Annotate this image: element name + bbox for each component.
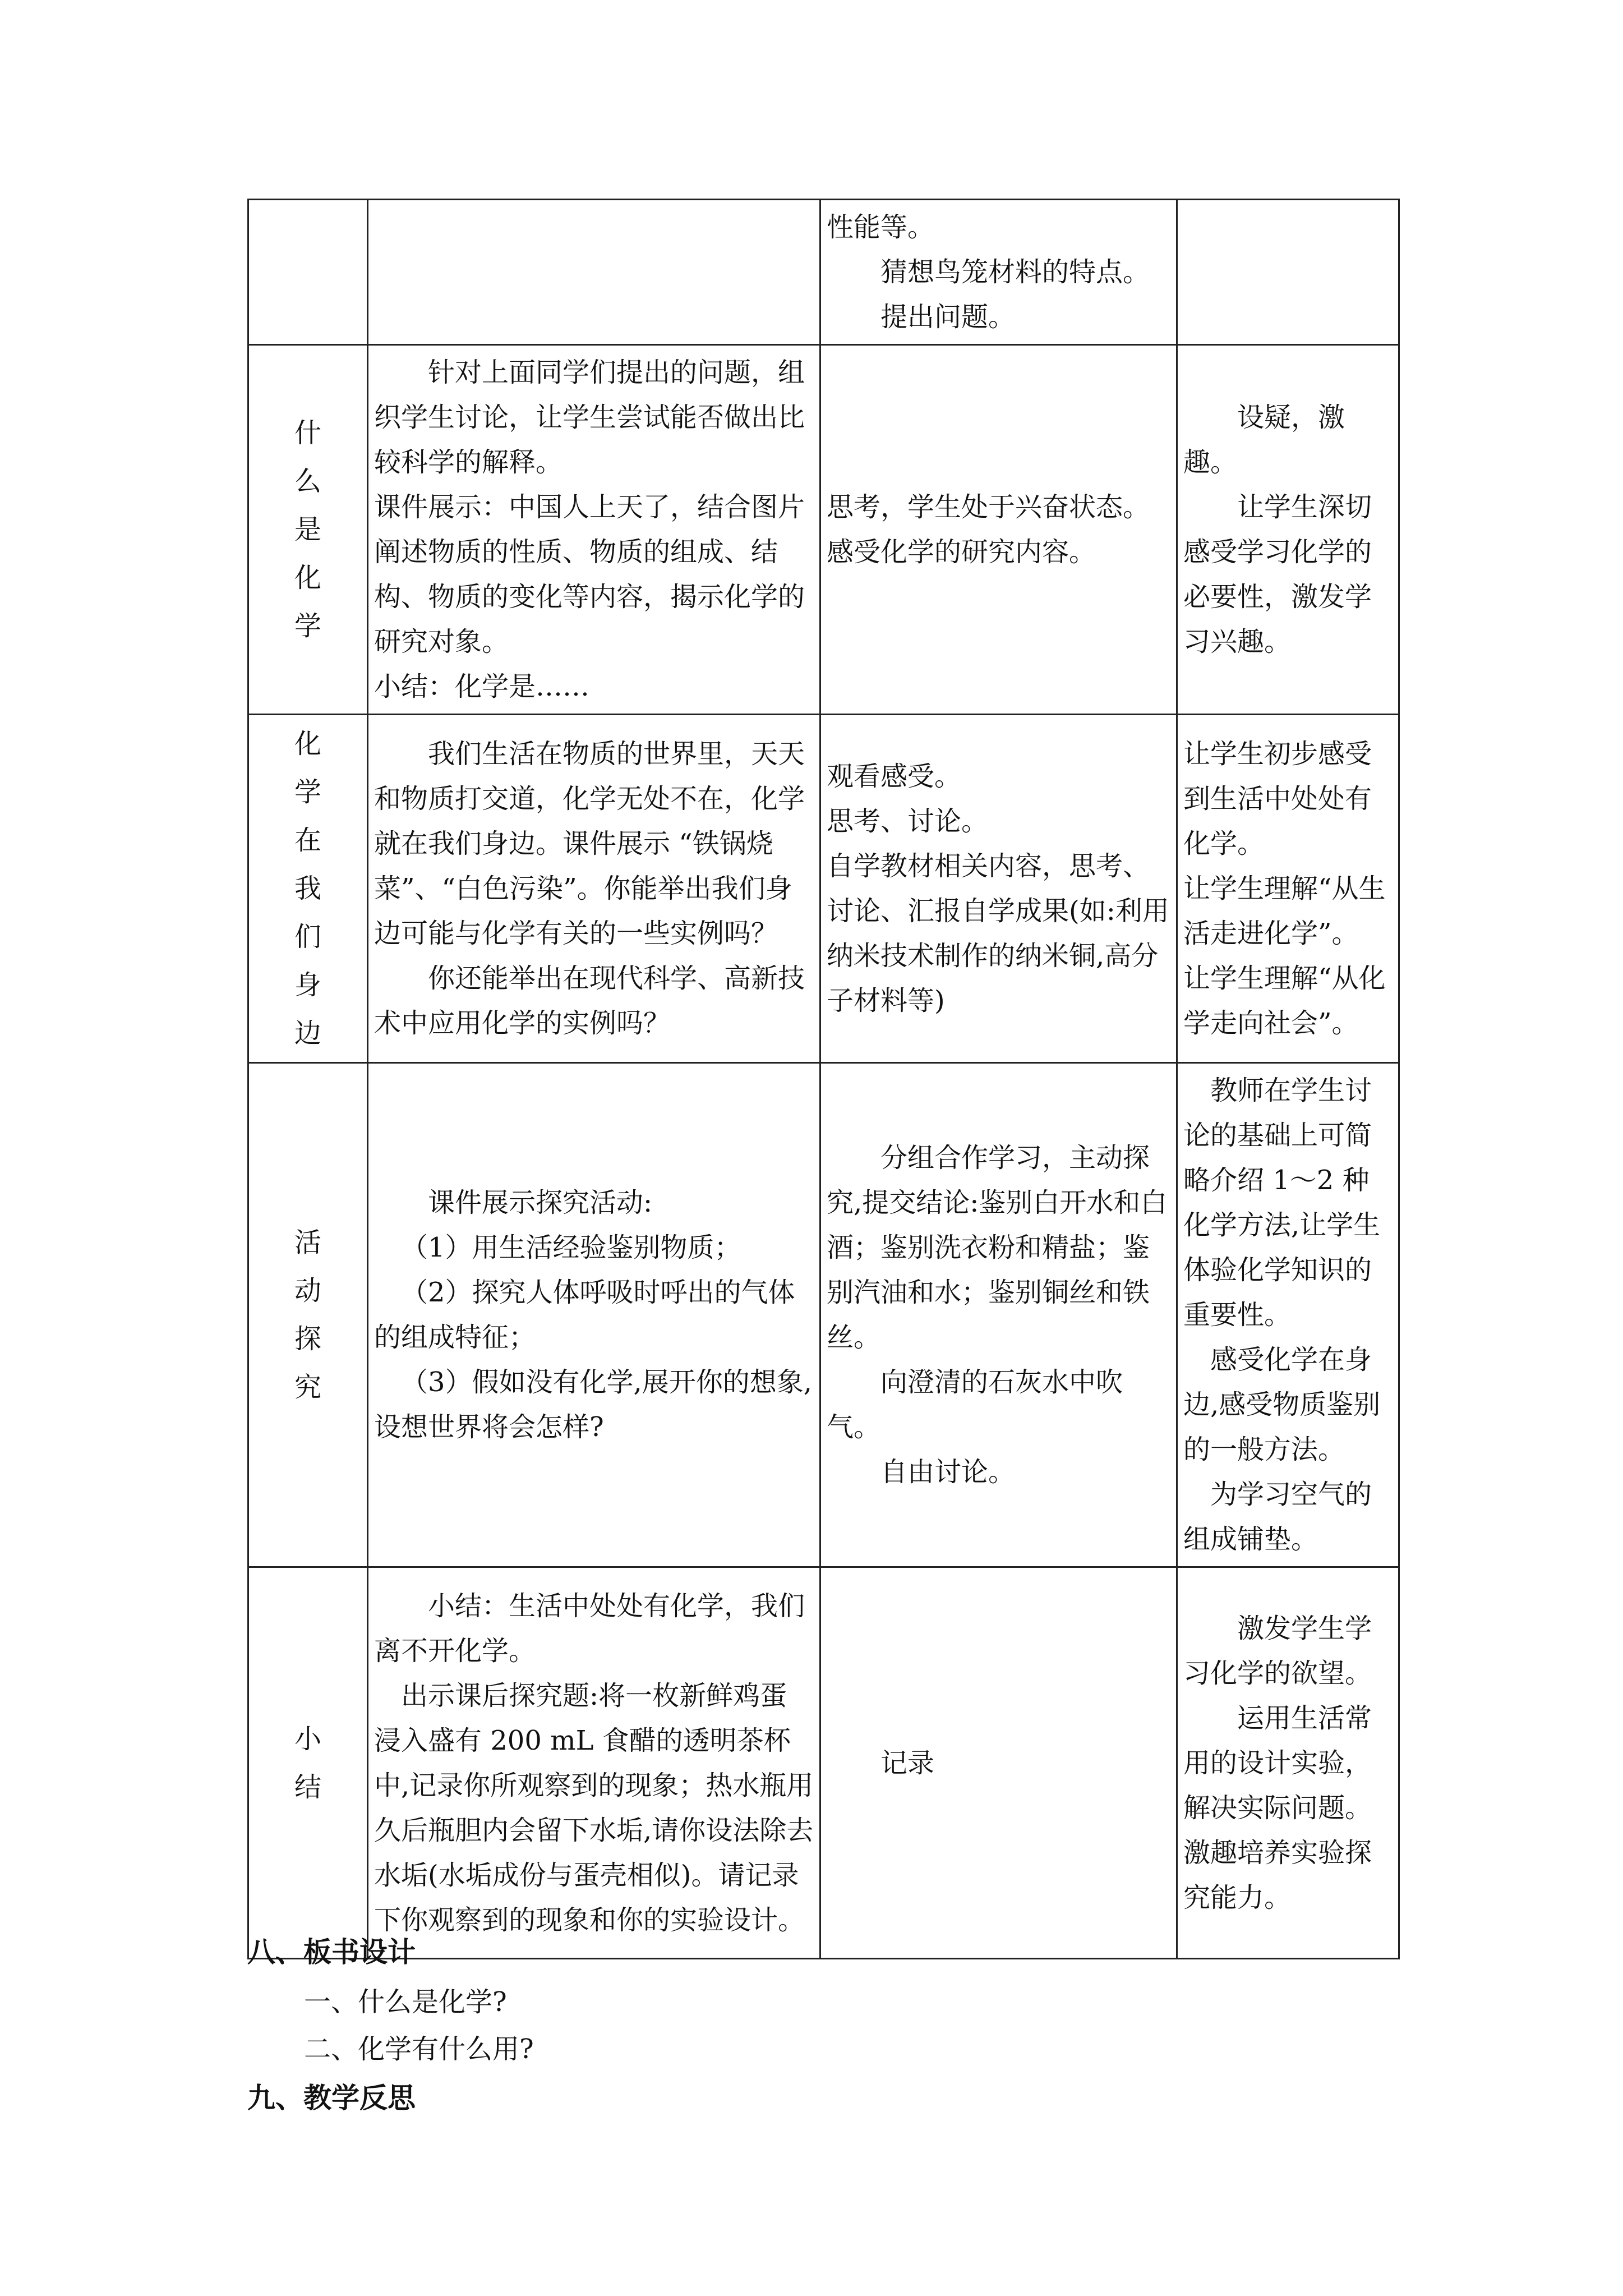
section-heading-board-design: 八、板书设计 <box>247 1935 416 1968</box>
cell-line: 出示课后探究题:将一枚新鲜鸡蛋浸入盛有 200 mL 食醋的透明茶杯中,记录你所观察到的现象；热水瓶用久后瓶胆内会留下水垢,请你设法除去水垢(水垢成份与蛋壳相似)。请记录下你观察到的现象和你的实验设计。 <box>374 1680 814 1936</box>
cell-line: 思考、讨论。 <box>827 806 989 837</box>
student-cell <box>820 345 1177 715</box>
stage-cell <box>248 715 368 1063</box>
cell-line: （1）用生活经验鉴别物质； <box>401 1232 741 1263</box>
cell-line: 让学生理解“从化学走向社会”。 <box>1183 963 1386 1039</box>
teacher-cell <box>368 715 820 1063</box>
stage-label: 活动探究 <box>294 1227 321 1403</box>
cell-line: 猜想鸟笼材料的特点。 <box>880 256 1150 288</box>
cell-line: （2）探究人体呼吸时呼出的气体的组成特征； <box>374 1277 795 1353</box>
cell-line: 分组合作学习，主动探究,提交结论:鉴别白开水和白酒；鉴别洗衣粉和精盐；鉴别汽油和水；鉴别铜丝和铁丝。 <box>827 1142 1168 1353</box>
table-row <box>248 715 1399 1063</box>
stage-cell <box>248 1567 368 1959</box>
stage-label: 什么是化学 <box>294 417 321 642</box>
table-row <box>248 200 1399 345</box>
cell-line: 你还能举出在现代科学、高新技术中应用化学的实例吗？ <box>374 963 805 1039</box>
cell-line: 让学生理解“从生活走进化学”。 <box>1183 873 1386 949</box>
stage-cell <box>248 200 368 345</box>
stage-cell <box>248 1063 368 1567</box>
cell-line: 让学生初步感受到生活中处处有化学。 <box>1183 738 1372 859</box>
cell-line: 小结：化学是…… <box>374 671 590 702</box>
table-row <box>248 345 1399 715</box>
cell-line: 记录 <box>880 1747 935 1779</box>
lesson-table <box>247 199 1400 1959</box>
intent-cell <box>1177 1567 1399 1959</box>
cell-line: 运用生活常用的设计实验，解决实际问题。激趣培养实验探究能力。 <box>1183 1702 1372 1913</box>
cell-line: 感受化学的研究内容。 <box>827 536 1096 568</box>
table-row <box>248 1567 1399 1959</box>
cell-line: 激发学生学习化学的欲望。 <box>1183 1612 1372 1689</box>
cell-line: 性能等。 <box>827 211 935 243</box>
table-row <box>248 1063 1399 1567</box>
intent-cell <box>1177 200 1399 345</box>
student-cell <box>820 200 1177 345</box>
teacher-cell <box>368 345 820 715</box>
student-cell <box>820 715 1177 1063</box>
cell-line: 观看感受。 <box>827 761 962 792</box>
cell-line: 我们生活在物质的世界里，天天和物质打交道，化学无处不在，化学就在我们身边。课件展示 “铁锅烧菜”、“白色污染”。你能举出我们身边可能与化学有关的一些实例吗？ <box>374 738 805 949</box>
cell-line: 向澄清的石灰水中吹气。 <box>827 1366 1123 1443</box>
cell-line: 为学习空气的组成铺垫。 <box>1183 1479 1372 1555</box>
cell-line: 设疑，激趣。 <box>1183 402 1345 478</box>
cell-line: 提出问题。 <box>880 301 1016 333</box>
cell-line: 自由讨论。 <box>880 1456 1016 1488</box>
cell-line: 小结：生活中处处有化学，我们离不开化学。 <box>374 1590 805 1667</box>
student-cell <box>820 1567 1177 1959</box>
stage-label: 化学在我们身边 <box>294 728 321 1049</box>
cell-line: 针对上面同学们提出的问题，组织学生讨论，让学生尝试能否做出比较科学的解释。 <box>374 357 805 478</box>
cell-line: 课件展示：中国人上天了，结合图片阐述物质的性质、物质的组成、结构、物质的变化等内容，揭示化学的研究对象。 <box>374 491 805 657</box>
cell-line: 让学生深切感受学习化学的必要性，激发学习兴趣。 <box>1183 491 1372 657</box>
section-heading-reflection: 九、教学反思 <box>247 2081 416 2114</box>
teacher-cell <box>368 1567 820 1959</box>
cell-line: （3）假如没有化学,展开你的想象,设想世界将会怎样? <box>374 1366 813 1443</box>
stage-label: 小结 <box>294 1723 321 1803</box>
cell-line: 感受化学在身边,感受物质鉴别的一般方法。 <box>1183 1344 1381 1465</box>
intent-cell <box>1177 1063 1399 1567</box>
teacher-cell <box>368 200 820 345</box>
intent-cell <box>1177 345 1399 715</box>
board-item-2: 二、化学有什么用? <box>304 2033 534 2065</box>
cell-line: 教师在学生讨论的基础上可简略介绍 1～2 种化学方法,让学生体验化学知识的重要性。 <box>1183 1075 1381 1331</box>
stage-cell <box>248 345 368 715</box>
cell-line: 课件展示探究活动: <box>428 1187 653 1218</box>
cell-line: 思考，学生处于兴奋状态。 <box>827 491 1150 523</box>
intent-cell <box>1177 715 1399 1063</box>
teacher-cell <box>368 1063 820 1567</box>
board-item-1: 一、什么是化学? <box>304 1986 507 2018</box>
student-cell <box>820 1063 1177 1567</box>
cell-line: 自学教材相关内容，思考、讨论、汇报自学成果(如:利用纳米技术制作的纳米铜,高分子材料等) <box>827 850 1169 1016</box>
